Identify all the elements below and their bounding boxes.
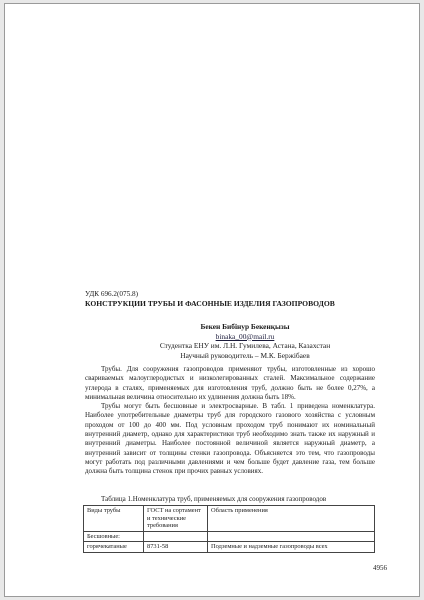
table-caption: Таблица 1.Номенклатура труб, применяемых для сооружения газопроводов (101, 495, 327, 503)
table-section-label: Бесшовные: (84, 531, 144, 542)
paragraph: Трубы могут быть бесшовные и электросварные. В табл. 1 приведена номенклатура. Наиболее употребительные диаметры труб для городского газового хозяйства с условным проходом от 100 до 400 мм. Под условным проходом труб понимают их номинальный внутренний диаметр, однако для характеристики труб необходимо знать также их наружный и внутренний диаметры. Наиболее постоянной величиной является наружный диаметр, а внутренний зависит от толщины стенки газопровода. Объясняется это тем, что газопроводы могут работать под различными давлениями и чем больше будет давление газа, тем больше должна быть толщина стенок при прочих равных условиях. (85, 402, 375, 476)
table-cell: горячекатаные (84, 542, 144, 553)
table-row (84, 542, 375, 553)
nomenclature-table (83, 505, 375, 553)
document-page (4, 3, 420, 597)
table-header-cell: Виды трубы (84, 506, 144, 532)
author-block (105, 322, 385, 360)
table-cell (208, 531, 375, 542)
author-name: Бекен Бибінур Бекенқызы (200, 322, 290, 331)
udk-code: УДК 696.2(075.8) (85, 290, 138, 298)
author-email-link[interactable]: binaka_00@mail.ru (215, 331, 275, 341)
author-affiliation: Студентка ЕНУ им. Л.Н. Гумилева, Астана, Казахстан (159, 341, 331, 350)
article-body (85, 365, 375, 477)
table-cell: 8731-58 (144, 542, 208, 553)
page-number: 4956 (373, 564, 387, 572)
table-section-row (84, 531, 375, 542)
table-cell: Подземные и надземные газопроводы всех (208, 542, 375, 553)
table-header-cell: Область применения (208, 506, 375, 532)
paragraph: Трубы. Для сооружения газопроводов применяют трубы, изготовленные из хорошо свариваемых малоуглеродистых и низколегированных сталей. Максимальное содержание углерода в сталях, применяемых для изготовления труб, должно быть не более 0,27%, а минимальная величина относительно их удлинения должна быть 18%. (85, 365, 375, 401)
table-header-row (84, 506, 375, 532)
table-cell (144, 531, 208, 542)
article-title: КОНСТРУКЦИИ ТРУБЫ И ФАСОННЫЕ ИЗДЕЛИЯ ГАЗОПРОВОДОВ (85, 299, 335, 308)
supervisor: Научный руководитель – М.К. Бержібаев (180, 350, 310, 360)
table-header-cell: ГОСТ на сортамент и технические требования (144, 506, 208, 532)
